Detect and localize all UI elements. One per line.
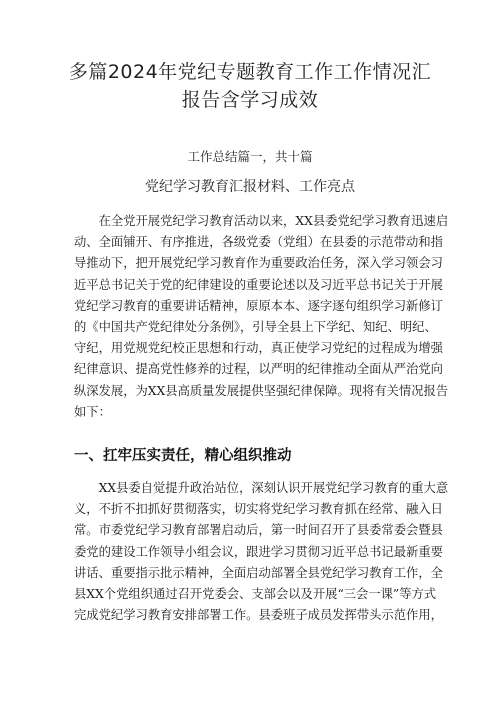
paragraph-line: 纪律意识、提高党性修养的过程，以严明的纪律推动全面从严治党向 <box>74 362 443 377</box>
intro-paragraph <box>74 211 449 423</box>
paragraph-line: 近平总书记关于党的纪律建设的重要论述以及习近平总书记关于开展 <box>74 277 443 292</box>
paragraph-line: 动、全面铺开、有序推进，各级党委（党组）在县委的示范带动和指 <box>74 235 443 250</box>
document-title <box>60 58 440 114</box>
paragraph-line: 县XX个党组织通过召开党委会、支部会以及开展“三会一课”等方式 <box>74 586 437 601</box>
paragraph-line: 义，不折不扣抓好贯彻落实，切实将党纪学习教育抓在经常、融入日 <box>74 502 443 517</box>
paragraph-line: 在全党开展党纪学习教育活动以来，XX县委党纪学习教育迅速启 <box>74 214 449 228</box>
title-line-2: 报告含学习成效 <box>181 89 319 111</box>
paragraph-line: 纵深发展，为XX县高质量发展提供坚强纪律保障。现将有关情况报告 <box>74 383 449 398</box>
paragraph-line: 党纪学习教育的重要讲话精神，原原本本、逐字逐句组织学习新修订 <box>74 298 443 313</box>
title-line-1: 多篇2024年党纪专题教育工作工作情况汇 <box>68 61 432 83</box>
document-subheading: 党纪学习教育汇报材料、工作亮点 <box>145 179 355 195</box>
document-subtitle: 工作总结篇一，共十篇 <box>187 149 313 164</box>
section-heading: 一、扛牢压实责任，精心组织推动 <box>74 448 292 464</box>
paragraph-line: 常。市委党纪学习教育部署启动后，第一时间召开了县委常委会暨县 <box>74 523 443 538</box>
paragraph-line: 委党的建设工作领导小组会议，跟进学习贯彻习近平总书记最新重要 <box>74 544 443 559</box>
paragraph-line: 守纪，用党规党纪校正思想和行动，真正使学习党纪的过程成为增强 <box>74 341 443 356</box>
paragraph-line: XX县委自觉提升政治站位，深刻认识开展党纪学习教育的重大意 <box>74 481 449 495</box>
paragraph-line: 完成党纪学习教育安排部署工作。县委班子成员发挥带头示范作用， <box>74 608 443 623</box>
section-paragraph <box>74 478 449 626</box>
paragraph-line: 导推动下，把开展党纪学习教育作为重要政治任务，深入学习领会习 <box>74 256 443 271</box>
paragraph-line: 讲话、重要指示批示精神，全面启动部署全县党纪学习教育工作，全 <box>74 565 443 580</box>
paragraph-line: 的《中国共产党纪律处分条例》，引导全县上下学纪、知纪、明纪、 <box>74 319 437 334</box>
paragraph-line: 如下： <box>74 404 111 419</box>
